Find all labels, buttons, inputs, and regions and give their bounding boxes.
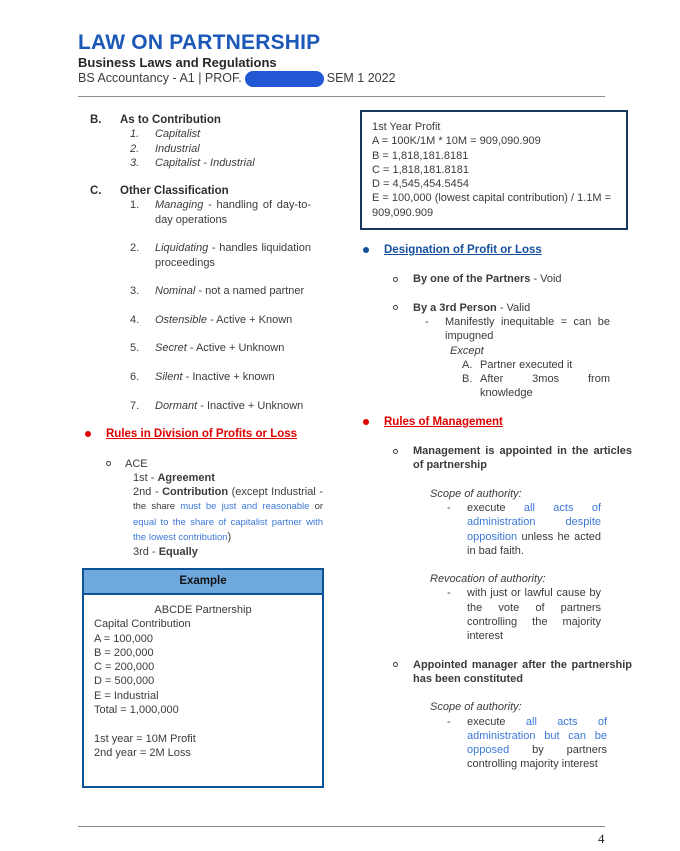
list-item xyxy=(78,370,348,384)
list-item xyxy=(78,399,348,413)
profit-line: A = 100K/1M * 10M = 909,090.909 xyxy=(372,135,541,148)
ace-second-rule: 2nd - Contribution (except Industrial - the share must be just and reasonable or equal to the share of capitalist partner with the lowest contribution) xyxy=(133,486,324,544)
item-text: Liquidating - handles liquidation proceedings xyxy=(155,242,311,269)
list-item xyxy=(78,198,348,227)
scope-of-authority-label: Scope of authority: xyxy=(430,701,522,714)
designation-item xyxy=(360,301,632,315)
section-label: B. xyxy=(90,114,102,126)
profit-line: E = 100,000 (lowest capital contribution) / 1.1M = 909,090.909 xyxy=(372,192,612,219)
list-item xyxy=(78,127,348,141)
example-line: Total = 1,000,000 xyxy=(94,703,179,716)
scope-text: execute all acts of administration despite opposition unless he acted in bad faith. xyxy=(467,501,601,557)
list-item xyxy=(78,142,348,156)
footer-divider xyxy=(78,826,605,827)
list-item xyxy=(78,284,348,298)
example-line: A = 100,000 xyxy=(94,632,154,645)
ace-third-rule: 3rd - Equally xyxy=(133,546,198,559)
item-text: Secret - Active + Unknown xyxy=(155,342,285,355)
bullet-icon xyxy=(363,419,369,425)
section-b-heading xyxy=(78,113,348,127)
item-number: 6. xyxy=(130,371,140,384)
circle-bullet-icon xyxy=(393,449,398,454)
example-title: ABCDE Partnership xyxy=(154,603,252,616)
list-item xyxy=(78,156,348,170)
page-title: LAW ON PARTNERSHIP xyxy=(78,31,321,54)
profit-line: B = 1,818,181.8181 xyxy=(372,149,469,162)
course-suffix: SEM 1 2022 xyxy=(326,71,396,85)
example-line: 1st year = 10M Profit xyxy=(94,732,196,745)
sub-item xyxy=(360,315,632,344)
list-item xyxy=(78,313,348,327)
item-number: 4. xyxy=(130,313,140,326)
item-number: 1. xyxy=(130,199,140,212)
item-text: Nominal - not a named partner xyxy=(155,285,305,298)
header-divider xyxy=(78,96,605,97)
dash-bullet: - xyxy=(447,715,451,728)
section-title: Other Classification xyxy=(120,185,229,198)
ace-first-rule: 1st - Agreement xyxy=(133,471,215,484)
ace-label: ACE xyxy=(125,457,148,470)
designation-item xyxy=(360,272,632,286)
profit-line: C = 1,818,181.8181 xyxy=(372,163,469,176)
profit-computation-box xyxy=(360,110,628,230)
item-text: Industrial xyxy=(155,142,200,155)
redacted-professor-name xyxy=(245,71,324,87)
item-text: Ostensible - Active + Known xyxy=(155,313,293,326)
item-number: 2. xyxy=(130,242,140,255)
exception-item xyxy=(360,372,632,401)
list-item xyxy=(78,341,348,355)
dash-bullet: - xyxy=(447,501,451,514)
dash-bullet: - xyxy=(425,315,429,328)
spacer xyxy=(94,717,312,731)
dash-bullet: - xyxy=(447,587,451,600)
document-header xyxy=(78,30,605,97)
exception-item xyxy=(360,358,632,372)
example-box-body xyxy=(84,595,322,786)
item-text: Appointed manager after the partnership has been constituted xyxy=(413,658,632,685)
heading-text: Designation of Profit or Loss xyxy=(384,244,542,257)
course-prefix: BS Accountancy - A1 | PROF. xyxy=(78,71,242,85)
example-line: Capital Contribution xyxy=(94,618,191,631)
item-letter: B. xyxy=(462,373,473,386)
circle-bullet-icon xyxy=(393,662,398,667)
course-line xyxy=(78,70,605,87)
circle-bullet-icon xyxy=(393,277,398,282)
item-number: 5. xyxy=(130,342,140,355)
ace-details xyxy=(133,471,323,560)
heading-designation xyxy=(360,243,632,257)
heading-text: Rules of Management xyxy=(384,415,503,428)
item-number: 7. xyxy=(130,399,140,412)
item-text: After 3mos from knowledge xyxy=(480,373,610,400)
scope-of-authority-label: Scope of authority: xyxy=(430,487,522,500)
section-label: C. xyxy=(90,185,102,198)
section-c-heading xyxy=(78,184,348,198)
scope-detail xyxy=(360,715,632,772)
heading-rules-division xyxy=(78,427,348,441)
circle-bullet-icon xyxy=(106,461,111,466)
page-number: 4 xyxy=(598,831,605,846)
item-text: Silent - Inactive + known xyxy=(155,371,275,384)
bullet-icon xyxy=(85,431,91,437)
page-subtitle: Business Laws and Regulations xyxy=(78,55,277,70)
item-letter: A. xyxy=(462,358,473,371)
ace-item xyxy=(78,457,348,471)
except-label: Except xyxy=(450,344,484,357)
item-text: Management is appointed in the articles of partnership xyxy=(413,445,632,472)
section-title: As to Contribution xyxy=(120,114,221,126)
item-text: By one of the Partners - Void xyxy=(413,273,562,286)
example-box-header: Example xyxy=(84,570,322,595)
revocation-detail xyxy=(360,586,632,643)
scope-text: execute all acts of administration but can be opposed by partners controlling majority interest xyxy=(467,715,607,771)
list-item xyxy=(78,241,348,270)
item-number: 2. xyxy=(130,142,140,155)
profit-line: D = 4,545,454.5454 xyxy=(372,178,469,191)
management-item xyxy=(360,444,632,473)
heading-text: Rules in Division of Profits or Loss xyxy=(106,428,298,441)
revocation-of-authority-label: Revocation of authority: xyxy=(430,573,546,586)
example-line: 2nd year = 2M Loss xyxy=(94,746,191,759)
example-box xyxy=(82,568,324,789)
example-line: C = 200,000 xyxy=(94,661,155,674)
item-text: Dormant - Inactive + Unknown xyxy=(155,399,304,412)
left-column xyxy=(78,113,348,788)
right-column xyxy=(360,110,632,772)
item-text: Capitalist xyxy=(155,128,201,141)
example-line: E = Industrial xyxy=(94,689,159,702)
item-text: Capitalist - Industrial xyxy=(155,156,255,169)
item-number: 3. xyxy=(130,285,140,298)
management-item xyxy=(360,658,632,687)
item-number: 1. xyxy=(130,128,140,141)
item-number: 3. xyxy=(130,156,140,169)
scope-detail xyxy=(360,501,632,558)
sub-item-text: Manifestly inequitable = can be impugned xyxy=(445,315,610,343)
example-line: B = 200,000 xyxy=(94,646,154,659)
profit-line: 1st Year Profit xyxy=(372,121,441,133)
item-text: Managing - handling of day-to-day operations xyxy=(155,199,311,226)
circle-bullet-icon xyxy=(393,305,398,310)
revocation-text: with just or lawful cause by the vote of partners controlling the majority interest xyxy=(467,587,601,643)
bullet-icon xyxy=(363,247,369,253)
heading-rules-management xyxy=(360,415,632,429)
example-line: D = 500,000 xyxy=(94,675,155,688)
item-text: Partner executed it xyxy=(480,358,573,371)
item-text: By a 3rd Person - Valid xyxy=(413,301,531,314)
